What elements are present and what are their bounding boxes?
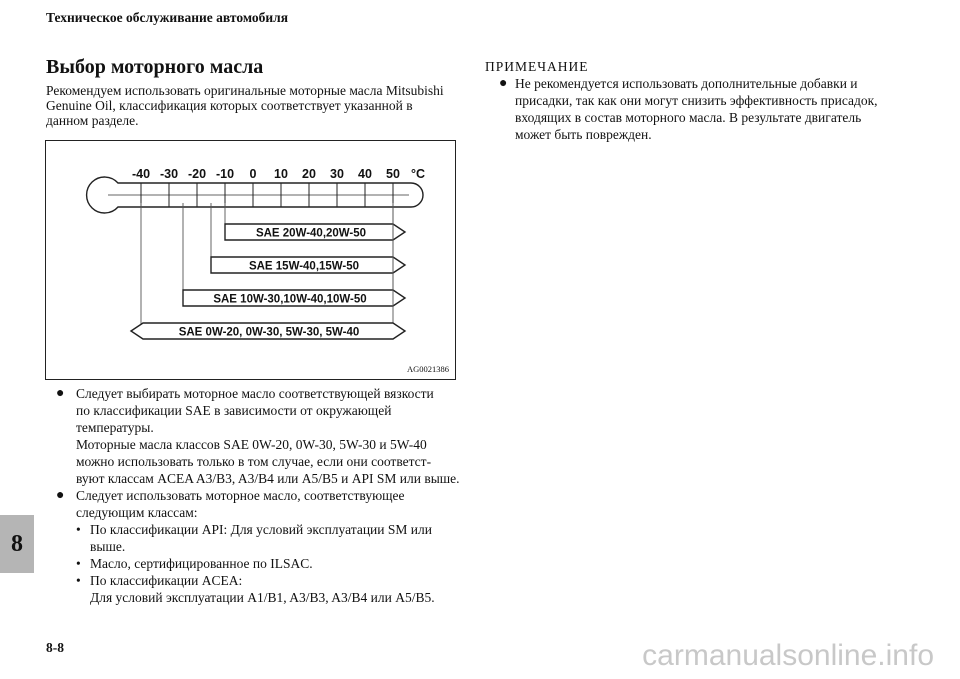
bullet-list — [46, 385, 466, 606]
bullet-icon: ● — [499, 76, 508, 91]
tick-label: 30 — [330, 167, 344, 181]
bullet-icon: ● — [56, 488, 65, 503]
note-block — [485, 58, 905, 143]
tick-label: 40 — [358, 167, 372, 181]
page-number: 8-8 — [46, 640, 64, 655]
sub-item — [76, 572, 466, 606]
sub-item-line: По классификации ACEA: — [90, 573, 243, 588]
tick-label: -30 — [159, 167, 179, 181]
figure-code: AG0021386 — [406, 364, 449, 374]
oil-viscosity-figure — [45, 140, 456, 380]
running-header: Техническое обслуживание автомобиля — [46, 10, 288, 25]
note-line: присадки, так как они могут снизить эффективность присадок, — [515, 93, 878, 108]
grade-label: SAE 15W-40,15W-50 — [248, 260, 360, 273]
note-title: ПРИМЕЧАНИЕ — [485, 59, 589, 74]
tick-label: 10 — [274, 167, 288, 181]
grade-label: SAE 20W-40,20W-50 — [255, 227, 367, 240]
bullet-line: Моторные масла классов SAE 0W-20, 0W-30, 5W-30 и 5W-40 — [76, 437, 427, 452]
watermark: carmanualsonline.info — [642, 639, 934, 672]
tick-label: 20 — [302, 167, 316, 181]
sub-item — [76, 521, 466, 555]
note-line: входящих в состав моторного масла. В результате двигатель — [515, 110, 862, 125]
grade-label: SAE 10W-30,10W-40,10W-50 — [213, 293, 367, 306]
bullet-icon: ● — [56, 386, 65, 401]
bullet-line: Следует выбирать моторное масло соответствующей вязкости — [76, 386, 434, 401]
viscosity-temperature-chart — [46, 141, 455, 379]
note-item — [485, 75, 905, 143]
sub-item — [76, 555, 466, 572]
tick-label: 0 — [249, 167, 257, 181]
unit-label: °C — [410, 167, 426, 181]
tick-label: -10 — [215, 167, 235, 181]
note-line: Не рекомендуется использовать дополнительные добавки и — [515, 76, 858, 91]
chapter-tab: 8 — [0, 515, 34, 573]
sub-item-line: По классификации API: Для условий эксплуатации SM или — [90, 522, 432, 537]
bullet-line: Следует использовать моторное масло, соответствующее — [76, 488, 405, 503]
bullet-line: можно использовать только в том случае, если они соответст- — [76, 454, 432, 469]
grade-label: SAE 0W-20, 0W-30, 5W-30, 5W-40 — [178, 326, 360, 339]
note-line: может быть поврежден. — [515, 127, 652, 142]
bullet-line: температуры. — [76, 420, 154, 435]
intro-paragraph: Рекомендуем использовать оригинальные моторные масла Mitsubishi Genuine Oil, классификация которых соответствует указанной в данном разделе. — [46, 83, 444, 128]
sub-bullet-icon: • — [76, 573, 81, 588]
bullet-item — [46, 487, 466, 606]
bullet-line: по классификации SAE в зависимости от окружающей — [76, 403, 392, 418]
tick-label: -20 — [187, 167, 207, 181]
tick-label: 50 — [386, 167, 400, 181]
bullet-line: следующим классам: — [76, 505, 198, 520]
tick-label: -40 — [131, 167, 151, 181]
sub-item-line: Масло, сертифицированное по ILSAC. — [90, 556, 313, 571]
sub-item-line: выше. — [90, 539, 126, 554]
sub-bullet-icon: • — [76, 556, 81, 571]
bullet-line: вуют классам ACEA A3/B3, A3/B4 или A5/B5 и API SM или выше. — [76, 471, 460, 486]
sub-item-line: Для условий эксплуатации A1/B1, A3/B3, A3/B4 или A5/B5. — [90, 590, 435, 605]
sub-bullet-icon: • — [76, 522, 81, 537]
bullet-item — [46, 385, 466, 487]
section-title: Выбор моторного масла — [46, 56, 264, 78]
